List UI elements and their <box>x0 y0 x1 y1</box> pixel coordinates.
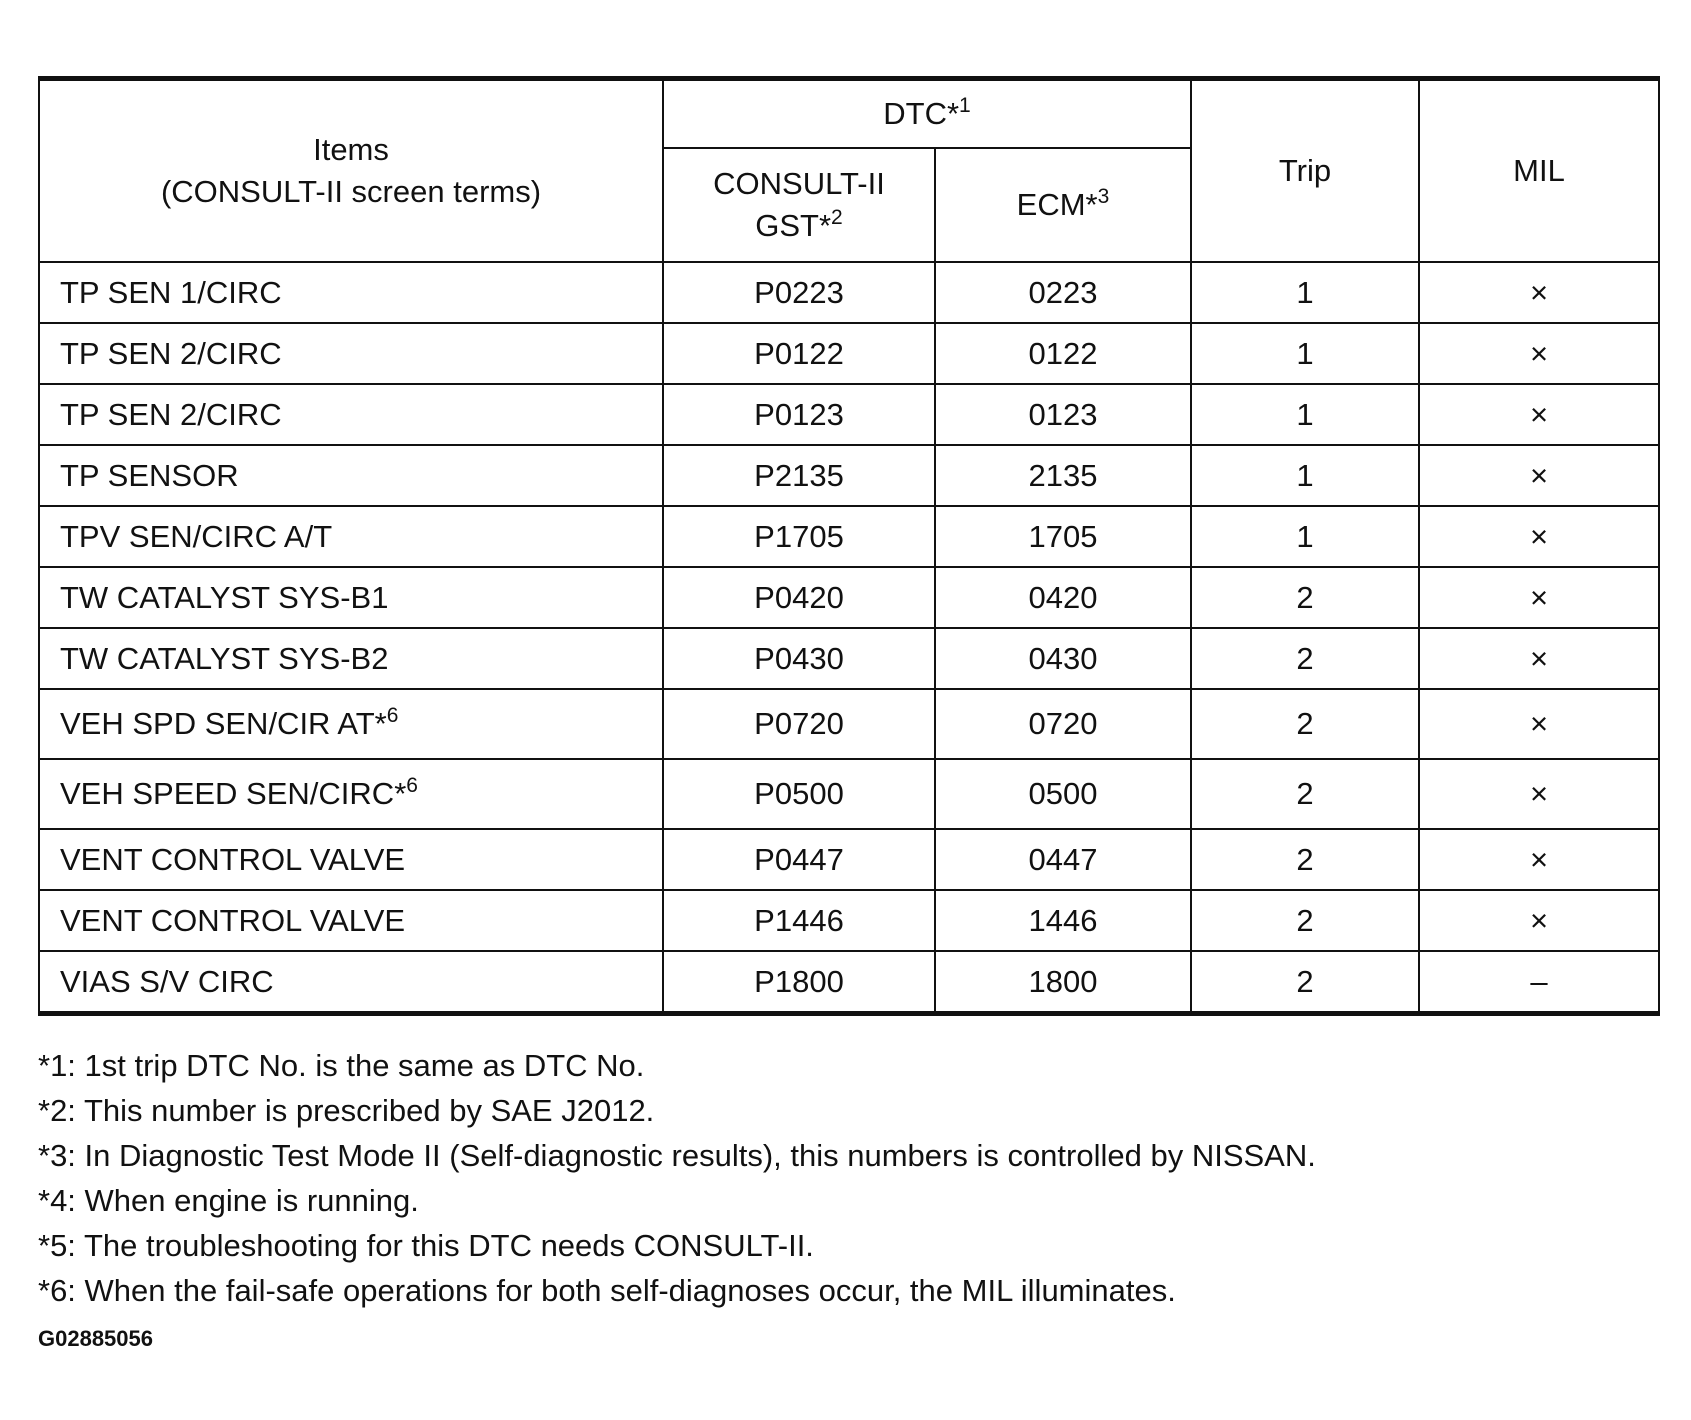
cell-item <box>39 506 663 567</box>
cell-item <box>39 384 663 445</box>
cell-item <box>39 628 663 689</box>
cell-consult-gst: P0223 <box>663 262 935 323</box>
cell-ecm: 0420 <box>935 567 1191 628</box>
cell-mil: × <box>1419 567 1659 628</box>
cell-consult-gst: P0430 <box>663 628 935 689</box>
cell-trip: 1 <box>1191 506 1419 567</box>
cell-mil: × <box>1419 445 1659 506</box>
footnote-3: *3: In Diagnostic Test Mode II (Self-diagnostic results), this numbers is controlled by NISSAN. <box>38 1138 1316 1173</box>
cell-consult-gst: P1705 <box>663 506 935 567</box>
cell-mil: × <box>1419 384 1659 445</box>
table-row <box>39 689 1659 759</box>
cell-trip: 1 <box>1191 262 1419 323</box>
header-items-line1: Items <box>313 132 389 167</box>
figure-id: G02885056 <box>38 1326 153 1351</box>
table-row <box>39 323 1659 384</box>
header-dtc-label: DTC* <box>883 96 960 131</box>
header-ecm <box>935 148 1191 262</box>
cell-mil: × <box>1419 689 1659 759</box>
header-dtc <box>663 79 1191 149</box>
cell-trip: 2 <box>1191 628 1419 689</box>
cell-ecm: 0430 <box>935 628 1191 689</box>
item-text: VIAS S/V CIRC <box>60 963 274 999</box>
table-row <box>39 890 1659 951</box>
table-row <box>39 829 1659 890</box>
table-row <box>39 262 1659 323</box>
cell-consult-gst: P2135 <box>663 445 935 506</box>
cell-ecm: 0720 <box>935 689 1191 759</box>
cell-trip: 2 <box>1191 567 1419 628</box>
cell-mil: × <box>1419 323 1659 384</box>
footnote-4: *4: When engine is running. <box>38 1183 419 1218</box>
footnote-1: *1: 1st trip DTC No. is the same as DTC No. <box>38 1048 645 1083</box>
cell-ecm: 0500 <box>935 759 1191 829</box>
cell-mil: × <box>1419 759 1659 829</box>
cell-mil: – <box>1419 951 1659 1014</box>
item-text: VEH SPEED SEN/CIRC* <box>60 776 407 811</box>
cell-consult-gst: P1446 <box>663 890 935 951</box>
cell-mil: × <box>1419 262 1659 323</box>
cell-item <box>39 323 663 384</box>
cell-trip: 1 <box>1191 384 1419 445</box>
cell-ecm: 2135 <box>935 445 1191 506</box>
item-text: TP SENSOR <box>60 457 239 493</box>
cell-consult-gst: P0123 <box>663 384 935 445</box>
cell-ecm: 0223 <box>935 262 1191 323</box>
cell-consult-gst: P0720 <box>663 689 935 759</box>
cell-mil: × <box>1419 506 1659 567</box>
cell-ecm: 1705 <box>935 506 1191 567</box>
cell-item <box>39 890 663 951</box>
cell-trip: 2 <box>1191 689 1419 759</box>
table-row <box>39 628 1659 689</box>
table-header <box>39 79 1659 263</box>
cell-mil: × <box>1419 890 1659 951</box>
table-row <box>39 567 1659 628</box>
header-trip: Trip <box>1191 79 1419 263</box>
table-row <box>39 759 1659 829</box>
header-ecm-label: ECM* <box>1016 187 1098 222</box>
header-dtc-footnote: 1 <box>959 94 971 117</box>
cell-trip: 2 <box>1191 951 1419 1014</box>
cell-item <box>39 951 663 1014</box>
cell-ecm: 1446 <box>935 890 1191 951</box>
cell-mil: × <box>1419 628 1659 689</box>
item-footnote: 6 <box>406 774 418 797</box>
item-text: TP SEN 2/CIRC <box>60 335 282 371</box>
header-mil: MIL <box>1419 79 1659 263</box>
cell-trip: 1 <box>1191 323 1419 384</box>
cell-trip: 2 <box>1191 759 1419 829</box>
table-row <box>39 506 1659 567</box>
item-text: VENT CONTROL VALVE <box>60 841 406 877</box>
cell-consult-gst: P0122 <box>663 323 935 384</box>
table-row <box>39 445 1659 506</box>
item-text: TW CATALYST SYS-B1 <box>60 579 389 615</box>
table-row <box>39 384 1659 445</box>
cell-consult-gst: P0447 <box>663 829 935 890</box>
item-text: TPV SEN/CIRC A/T <box>60 518 333 554</box>
header-ecm-footnote: 3 <box>1097 185 1110 208</box>
dtc-table <box>38 76 1660 1016</box>
item-text: VENT CONTROL VALVE <box>60 902 406 938</box>
cell-item <box>39 445 663 506</box>
cell-ecm: 0122 <box>935 323 1191 384</box>
item-text: VEH SPD SEN/CIR AT* <box>60 706 387 741</box>
cell-item <box>39 829 663 890</box>
header-consult-line2 <box>664 205 934 247</box>
table-body <box>39 262 1659 1014</box>
item-text: TW CATALYST SYS-B2 <box>60 640 389 676</box>
header-items <box>39 79 663 263</box>
footnotes <box>38 1043 1658 1313</box>
header-consult-line1: CONSULT-II <box>713 166 885 201</box>
cell-item <box>39 567 663 628</box>
cell-consult-gst: P0500 <box>663 759 935 829</box>
cell-trip: 2 <box>1191 890 1419 951</box>
cell-consult-gst: P0420 <box>663 567 935 628</box>
cell-ecm: 0447 <box>935 829 1191 890</box>
item-footnote: 6 <box>386 704 399 727</box>
cell-ecm: 1800 <box>935 951 1191 1014</box>
header-consult-gst <box>663 148 935 262</box>
header-items-line2: (CONSULT-II screen terms) <box>160 174 542 209</box>
cell-consult-gst: P1800 <box>663 951 935 1014</box>
cell-item <box>39 689 663 759</box>
item-text: TP SEN 2/CIRC <box>60 396 282 432</box>
footnote-5: *5: The troubleshooting for this DTC needs CONSULT-II. <box>38 1228 814 1263</box>
cell-mil: × <box>1419 829 1659 890</box>
cell-ecm: 0123 <box>935 384 1191 445</box>
cell-trip: 2 <box>1191 829 1419 890</box>
header-gst-label: GST* <box>755 208 832 243</box>
footnote-2: *2: This number is prescribed by SAE J2012. <box>38 1093 655 1128</box>
footnote-6: *6: When the fail-safe operations for both self-diagnoses occur, the MIL illuminates. <box>38 1273 1176 1308</box>
table-row <box>39 951 1659 1014</box>
cell-trip: 1 <box>1191 445 1419 506</box>
header-gst-footnote: 2 <box>831 206 843 229</box>
cell-item <box>39 262 663 323</box>
item-text: TP SEN 1/CIRC <box>60 274 282 310</box>
cell-item <box>39 759 663 829</box>
